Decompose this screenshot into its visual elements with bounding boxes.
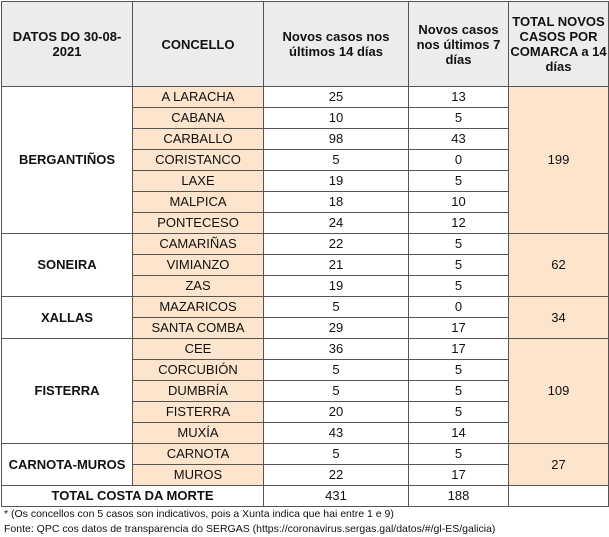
table-row [2,339,609,360]
comarca-total-cell: 34 [509,297,609,339]
concello-cell: PONTECESO [133,213,264,234]
concello-cell: ZAS [133,276,264,297]
cases-7-cell: 14 [409,423,509,444]
table-row [2,444,609,465]
total-row [2,486,609,507]
cases-14-cell: 43 [264,423,409,444]
cases-14-cell: 5 [264,381,409,402]
cases-7-cell: 5 [409,171,509,192]
cases-7-cell: 10 [409,192,509,213]
concello-cell: CAMARIÑAS [133,234,264,255]
concello-cell: CARNOTA [133,444,264,465]
concello-cell: CARBALLO [133,129,264,150]
covid-cases-table [1,1,609,507]
cases-14-cell: 5 [264,444,409,465]
source-text: Fonte: QPC cos datos de transparencia do SERGAS (https://coronavirus.sergas.gal/datos/#/gl-ES/galicia) [4,523,496,535]
concello-cell: A LARACHA [133,87,264,108]
comarca-name-cell: XALLAS [2,297,133,339]
cases-14-cell: 22 [264,234,409,255]
table-notes [4,507,495,537]
total-cases-7-cell: 188 [409,486,509,507]
cases-7-cell: 5 [409,360,509,381]
comarca-name-cell: BERGANTIÑOS [2,87,133,234]
table-header-row [2,2,609,87]
cases-14-cell: 21 [264,255,409,276]
total-cases-14-cell: 431 [264,486,409,507]
comarca-total-cell: 62 [509,234,609,297]
table-row [2,87,609,108]
cases-7-cell: 17 [409,318,509,339]
cases-7-cell: 5 [409,234,509,255]
cases-7-cell: 17 [409,465,509,486]
concello-cell: SANTA COMBA [133,318,264,339]
concello-cell: FISTERRA [133,402,264,423]
concello-cell: CABANA [133,108,264,129]
concello-cell: LAXE [133,171,264,192]
comarca-total-cell: 27 [509,444,609,486]
cases-7-cell: 0 [409,150,509,171]
total-empty-cell [509,486,609,507]
concello-cell: DUMBRÍA [133,381,264,402]
concello-cell: CORISTANCO [133,150,264,171]
concello-cell: MUXÍA [133,423,264,444]
cases-14-cell: 22 [264,465,409,486]
cases-14-cell: 20 [264,402,409,423]
cases-7-cell: 5 [409,276,509,297]
header-concello: CONCELLO [133,2,264,87]
cases-14-cell: 10 [264,108,409,129]
cases-14-cell: 5 [264,297,409,318]
total-label-cell: TOTAL COSTA DA MORTE [2,486,264,507]
table-row [2,234,609,255]
cases-7-cell: 5 [409,108,509,129]
table-body [2,87,609,507]
header-total-comarca: TOTAL NOVOS CASOS POR COMARCA a 14 días [509,2,609,87]
cases-7-cell: 0 [409,297,509,318]
comarca-name-cell: FISTERRA [2,339,133,444]
cases-14-cell: 19 [264,171,409,192]
table-row [2,297,609,318]
comarca-name-cell: SONEIRA [2,234,133,297]
footnote-text: * (Os concellos con 5 casos son indicativos, pois a Xunta indica que hai entre 1 e 9) [4,508,394,520]
comarca-name-cell: CARNOTA-MUROS [2,444,133,486]
concello-cell: CORCUBIÓN [133,360,264,381]
cases-7-cell: 5 [409,402,509,423]
cases-14-cell: 19 [264,276,409,297]
cases-14-cell: 24 [264,213,409,234]
cases-14-cell: 18 [264,192,409,213]
concello-cell: VIMIANZO [133,255,264,276]
concello-cell: MALPICA [133,192,264,213]
concello-cell: CEE [133,339,264,360]
concello-cell: MAZARICOS [133,297,264,318]
cases-14-cell: 25 [264,87,409,108]
cases-14-cell: 5 [264,360,409,381]
cases-7-cell: 17 [409,339,509,360]
cases-7-cell: 5 [409,444,509,465]
comarca-total-cell: 199 [509,87,609,234]
cases-14-cell: 5 [264,150,409,171]
header-cases-14-days: Novos casos nos últimos 14 días [264,2,409,87]
cases-14-cell: 29 [264,318,409,339]
cases-7-cell: 5 [409,255,509,276]
cases-7-cell: 5 [409,381,509,402]
comarca-total-cell: 109 [509,339,609,444]
header-cases-7-days: Novos casos nos últimos 7 días [409,2,509,87]
cases-14-cell: 36 [264,339,409,360]
cases-7-cell: 13 [409,87,509,108]
cases-7-cell: 43 [409,129,509,150]
header-date: DATOS DO 30-08-2021 [2,2,133,87]
cases-7-cell: 12 [409,213,509,234]
concello-cell: MUROS [133,465,264,486]
cases-14-cell: 98 [264,129,409,150]
